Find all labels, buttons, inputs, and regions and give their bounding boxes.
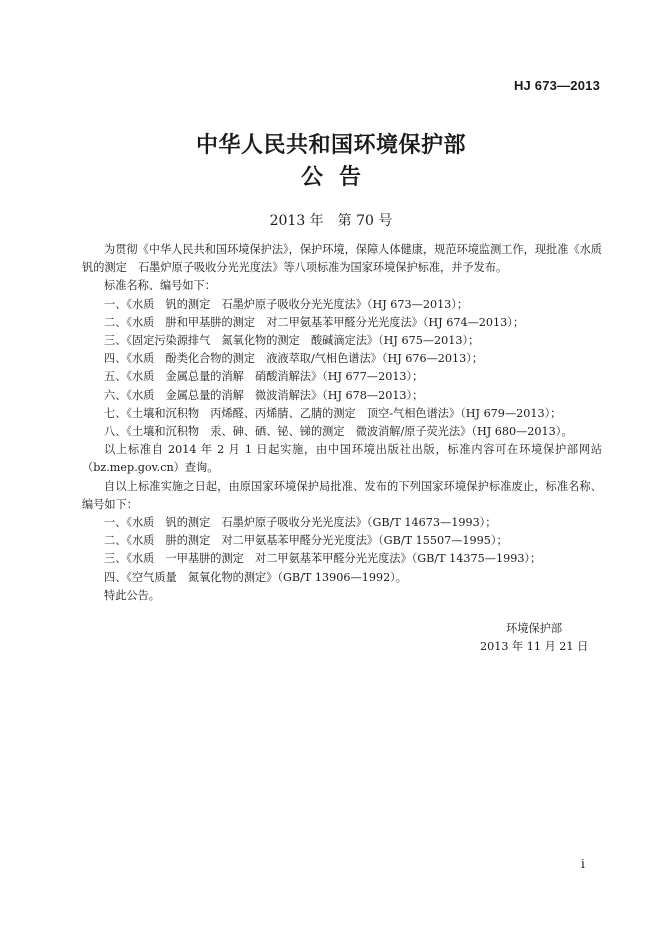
list-item: 二、《水质 肼和甲基肼的测定 对二甲氨基苯甲醛分光光度法》（HJ 674—2013）； xyxy=(104,315,525,329)
list-item: 二、《水质 肼的测定 对二甲氨基苯甲醛分光光度法》（GB/T 15507—1995）； xyxy=(104,534,508,548)
list-item: 七、《土壤和沉积物 丙烯醛、丙烯腈、乙腈的测定 顶空-气相色谱法》（HJ 679—2013）； xyxy=(104,406,562,420)
list-item: 三、《固定污染源排气 氮氧化物的测定 酸碱滴定法》（HJ 675—2013）； xyxy=(104,334,480,348)
announcement-body xyxy=(82,241,614,605)
list-item: 八、《土壤和沉积物 汞、砷、硒、铋、锑的测定 微波消解/原子荧光法》（HJ 680—2013）。 xyxy=(104,425,573,439)
document-title: 中华人民共和国环境保护部 xyxy=(195,132,466,158)
intro-paragraph: 为贯彻《中华人民共和国环境保护法》，保护环境，保障人体健康，规范环境监测工作，现批准《水质 钒的测定 石墨炉原子吸收分光光度法》等八项标准为国家环境保护标准，并予发布。 xyxy=(82,243,614,275)
standard-code: HJ 673—2013 xyxy=(513,78,600,93)
list-item: 四、《空气质量 氮氧化物的测定》（GB/T 13906—1992）。 xyxy=(104,570,407,584)
list-heading: 标准名称、编号如下： xyxy=(104,279,216,293)
list-item: 一、《水质 钒的测定 石墨炉原子吸收分光光度法》（GB/T 14673—1993）； xyxy=(104,516,497,530)
signature-org: 环境保护部 xyxy=(506,622,563,635)
page-number: i xyxy=(581,857,585,871)
document-subtitle: 公告 xyxy=(300,164,377,190)
effective-date-paragraph: 以上标准自 2014 年 2 月 1 日起实施，由中国环境出版社出版，标准内容可在环境保护部网站（bz.mep.gov.cn）查询。 xyxy=(82,443,602,475)
abolished-list xyxy=(82,514,602,587)
signature-date: 2013 年 11 月 21 日 xyxy=(480,640,589,653)
issue-number: 2013 年 第 70 号 xyxy=(269,213,393,229)
signature-block xyxy=(480,620,588,656)
standards-list xyxy=(82,296,602,442)
abolish-intro-paragraph: 自以上标准实施之日起，由原国家环境保护局批准、发布的下列国家环境保护标准废止，标准名称、编号如下： xyxy=(82,479,602,511)
list-item: 六、《水质 金属总量的消解 微波消解法》（HJ 678—2013）； xyxy=(104,388,424,402)
list-item: 五、《水质 金属总量的消解 硝酸消解法》（HJ 677—2013）； xyxy=(104,370,424,384)
list-item: 一、《水质 钒的测定 石墨炉原子吸收分光光度法》（HJ 673—2013）； xyxy=(104,297,469,311)
closing-line: 特此公告。 xyxy=(104,588,160,602)
list-item: 三、《水质 一甲基肼的测定 对二甲氨基苯甲醛分光光度法》（GB/T 14375—1993）； xyxy=(104,552,542,566)
list-item: 四、《水质 酚类化合物的测定 液液萃取/气相色谱法》（HJ 676—2013）； xyxy=(104,352,484,366)
